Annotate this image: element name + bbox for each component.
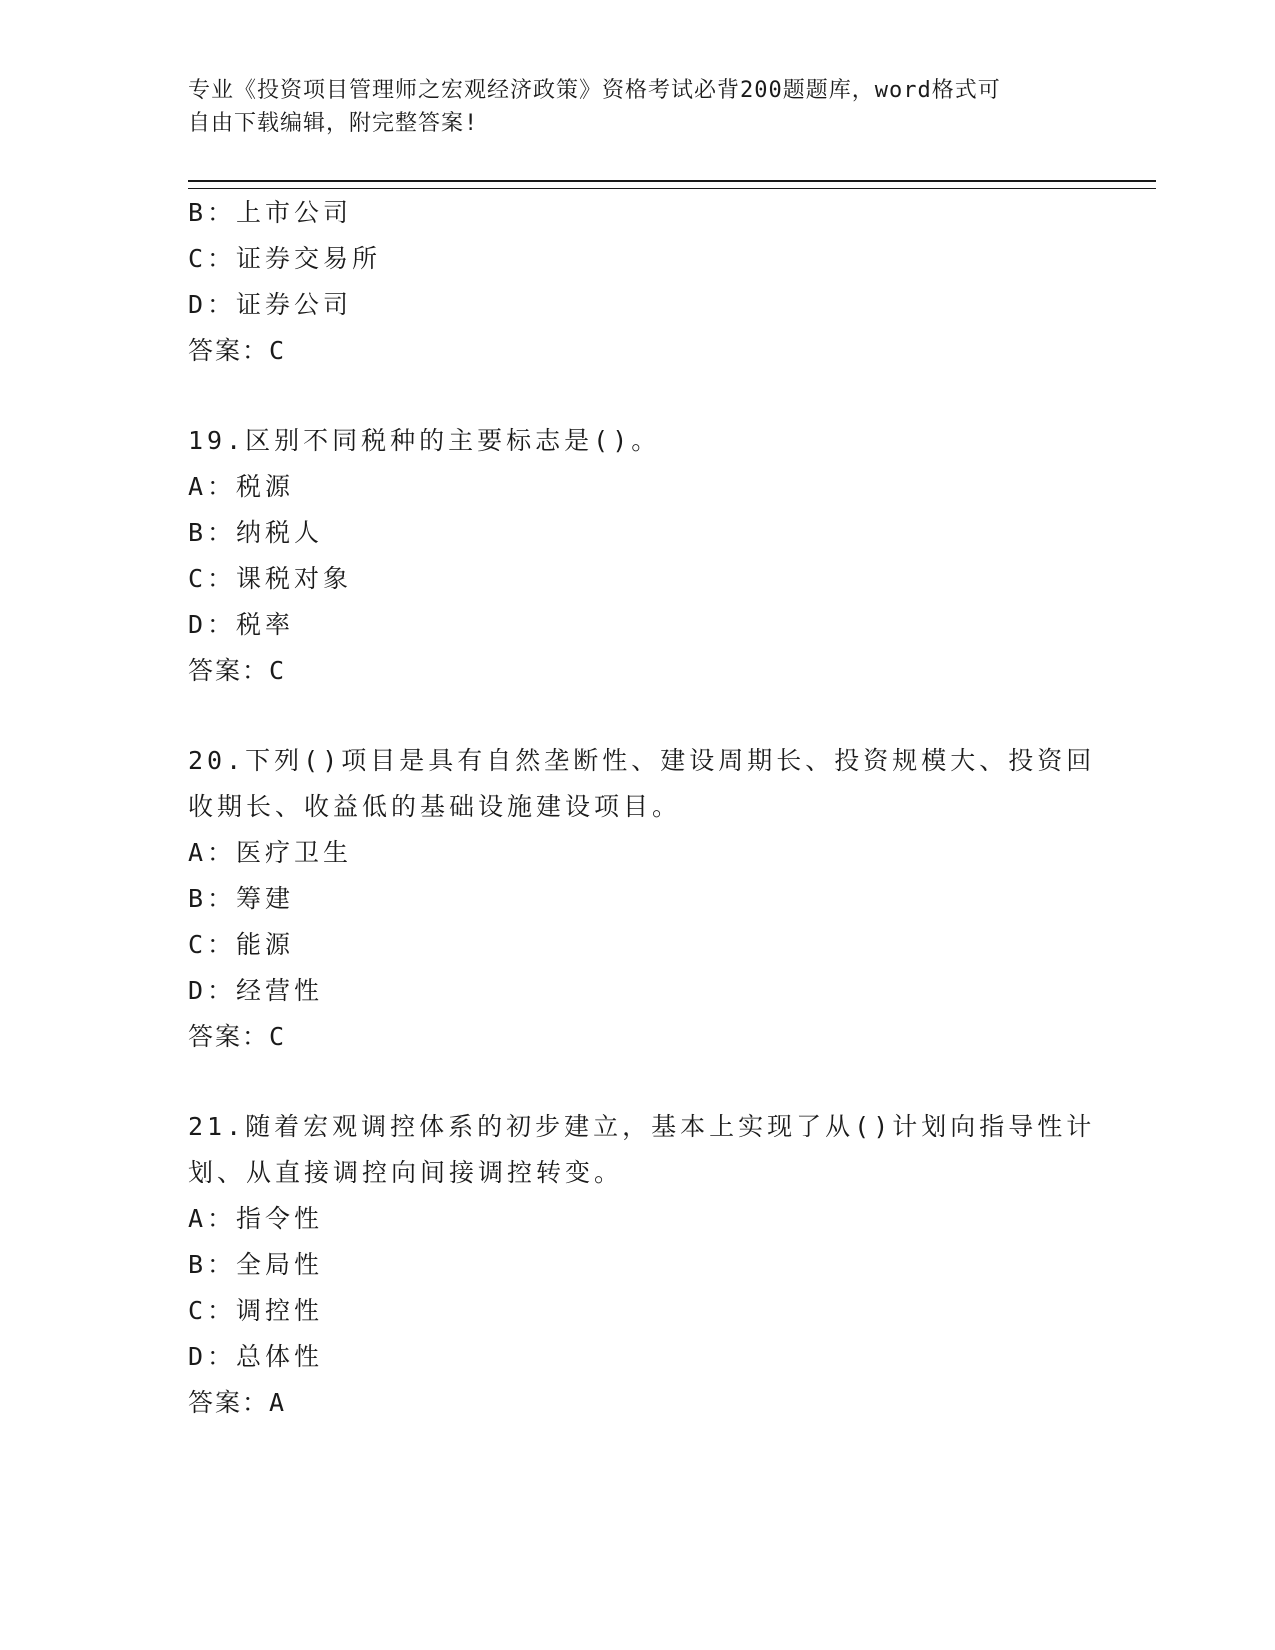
question-stem-line-2: 收期长、收益低的基础设施建设项目。	[188, 792, 682, 821]
option-a: A：医疗卫生	[188, 838, 353, 867]
question-stem-line-1: 20.下列()项目是具有自然垄断性、建设周期长、投资规模大、投资回	[188, 746, 1096, 775]
option-c: C：能源	[188, 930, 295, 959]
answer: 答案：C	[188, 1022, 287, 1051]
option-a: A：指令性	[188, 1204, 324, 1233]
header-line-1: 专业《投资项目管理师之宏观经济政策》资格考试必背200题题库，word格式可	[188, 78, 1001, 103]
header-divider	[188, 180, 1156, 189]
question-20	[188, 738, 1096, 1060]
option-c: C：课税对象	[188, 564, 353, 593]
option-b: B：筹建	[188, 884, 295, 913]
header-line-2: 自由下载编辑，附完整答案!	[188, 111, 479, 136]
question-stem: 19.区别不同税种的主要标志是()。	[188, 426, 661, 455]
option-d: D：证券公司	[188, 290, 353, 319]
page-header	[188, 74, 1088, 140]
question-stem-line-2: 划、从直接调控向间接调控转变。	[188, 1158, 624, 1187]
option-d: D：税率	[188, 610, 295, 639]
question-stem-line-1: 21.随着宏观调控体系的初步建立，基本上实现了从()计划向指导性计	[188, 1112, 1096, 1141]
option-c: C：证券交易所	[188, 244, 382, 273]
option-d: D：总体性	[188, 1342, 324, 1371]
answer: 答案：C	[188, 336, 287, 365]
option-b: B：纳税人	[188, 518, 324, 547]
option-b: B：上市公司	[188, 198, 353, 227]
option-a: A：税源	[188, 472, 295, 501]
option-d: D：经营性	[188, 976, 324, 1005]
option-c: C：调控性	[188, 1296, 324, 1325]
question-19	[188, 418, 1088, 694]
question-18-continued	[188, 190, 1088, 374]
question-21	[188, 1104, 1096, 1426]
answer: 答案：A	[188, 1388, 287, 1417]
document-body	[188, 190, 1096, 1426]
option-b: B：全局性	[188, 1250, 324, 1279]
answer: 答案：C	[188, 656, 287, 685]
